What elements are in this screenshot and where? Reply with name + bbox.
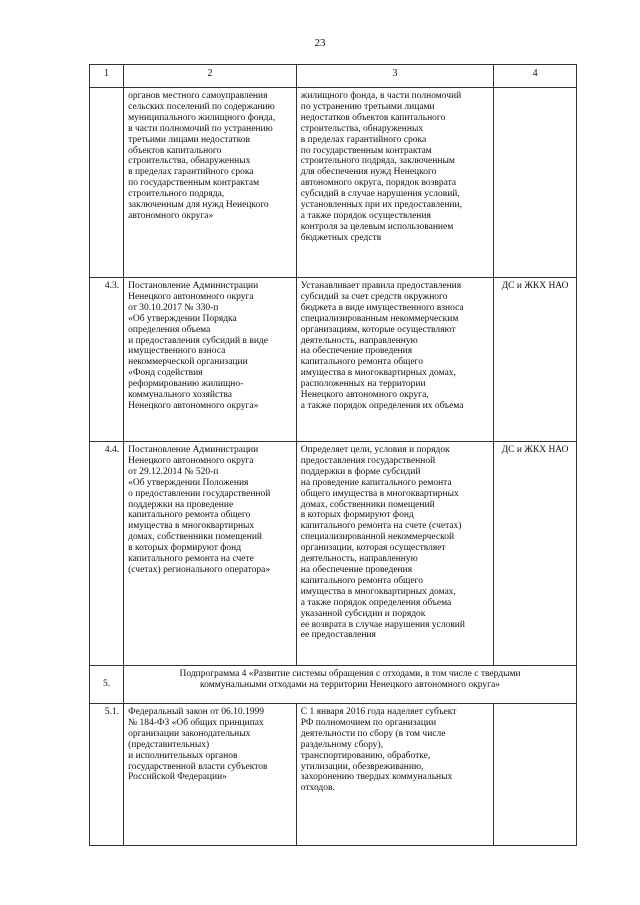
document-cell — [124, 442, 297, 666]
table-row — [90, 442, 577, 666]
description-text: Устанавливает правила предоставления субсидий за счет средств окружного бюджета в виде имущественного взноса специализированным некоммерческим организациям, которые осуществляют деятельность, направленную на обеспечение проведения капитального ремонта общего имущества в многоквартирных домах, расположенных на территории Ненецкого автономного округа, а также порядок определения их объема — [300, 281, 464, 411]
document-cell — [124, 704, 297, 846]
page-number: 23 — [314, 37, 326, 49]
description-cell — [296, 278, 493, 442]
table-header-row — [90, 65, 577, 88]
row-number: 5.1. — [90, 704, 124, 846]
document-text: Постановление Администрации Ненецкого автономного округа от 30.10.2017 № 330-п «Об утверждении Порядка определения объема и предоставления субсидий в виде имущественного взноса некоммерческой организации «Фонд содействия реформированию жилищно- коммунального хозяйства Ненецкого автономного округа» — [128, 281, 268, 411]
responsible-cell — [494, 704, 577, 846]
header-cell-4: 4 — [494, 65, 577, 88]
responsible-cell: ДС и ЖКХ НАО — [494, 442, 577, 666]
responsible-cell: ДС и ЖКХ НАО — [494, 278, 577, 442]
header-cell-1: 1 — [90, 65, 124, 88]
document-cell — [124, 278, 297, 442]
table-row — [90, 704, 577, 846]
document-cell — [124, 88, 297, 278]
document-text: органов местного самоуправления сельских поселений по содержанию муниципального жилищного фонда, в части полномочий по устранению третьими лицами недостатков объектов капитального строительства, обнаруженных в пределах гарантийного срока по государственным контрактам строительного подряда, заключенным для нужд Ненецкого автономного округа» — [128, 91, 276, 221]
row-number: 4.3. — [90, 278, 124, 442]
section-title-cell — [124, 666, 577, 704]
description-cell — [296, 442, 493, 666]
row-number: 4.4. — [90, 442, 124, 666]
header-cell-2: 2 — [124, 65, 297, 88]
description-text: жилищного фонда, в части полномочий по устранению третьими лицами недостатков объектов капитального строительства, обнаруженных в пределах гарантийного срока по государственным контрактам строительного подряда, заключенным для обеспечения нужд Ненецкого автономного округа, порядок возврата субсидий в случае нарушения условий, установленных при их предоставлении, а также порядок осуществления контроля за целевым использованием бюджетных средств — [300, 91, 462, 243]
section-number: 5. — [90, 666, 124, 704]
header-cell-3: 3 — [296, 65, 493, 88]
description-text: С 1 января 2016 года наделяет субъект РФ полномочием по организации деятельности по сбору (в том числе раздельному сбору), транспортированию, обработке, утилизации, обезвреживанию, захоронению твердых коммунальных отходов. — [300, 707, 457, 794]
responsible-cell — [494, 88, 577, 278]
section-title: Подпрограмма 4 «Развитие системы обращения с отходами, в том числе с твердыми коммунальными отходами на территории Ненецкого автономного округа» — [179, 669, 521, 690]
section-row — [90, 666, 577, 704]
description-text: Определяет цели, условия и порядок предоставления государственной поддержки в форме субсидий на проведение капитального ремонта общего имущества в многоквартирных домах, собственники помещений в которых формируют фонд капитального ремонта на счете (счетах) специализированной некоммерческой организации, которая осуществляет деятельность, направленную на обеспечение проведения капитального ремонта общего имущества в многоквартирных домах, а также порядок определения объема указанной субсидии и порядок ее возврата в случае нарушения условий ее предоставления — [300, 445, 465, 641]
document-text: Федеральный закон от 06.10.1999 № 184-ФЗ «Об общих принципах организации законодательных (представительных) и исполнительных органов государственной власти субъектов Российской Федерации» — [128, 707, 268, 783]
regulations-table — [89, 64, 577, 846]
row-number — [90, 88, 124, 278]
description-cell — [296, 88, 493, 278]
document-text: Постановление Администрации Ненецкого автономного округа от 29.12.2014 № 520-п «Об утверждении Положения о предоставлении государственной поддержки на проведение капитального ремонта общего имущества в многоквартирных домах, собственники помещений в которых формируют фонд капитального ремонта на счете (счетах) регионального оператора» — [128, 445, 271, 575]
table-row — [90, 278, 577, 442]
table-row — [90, 88, 577, 278]
description-cell — [296, 704, 493, 846]
